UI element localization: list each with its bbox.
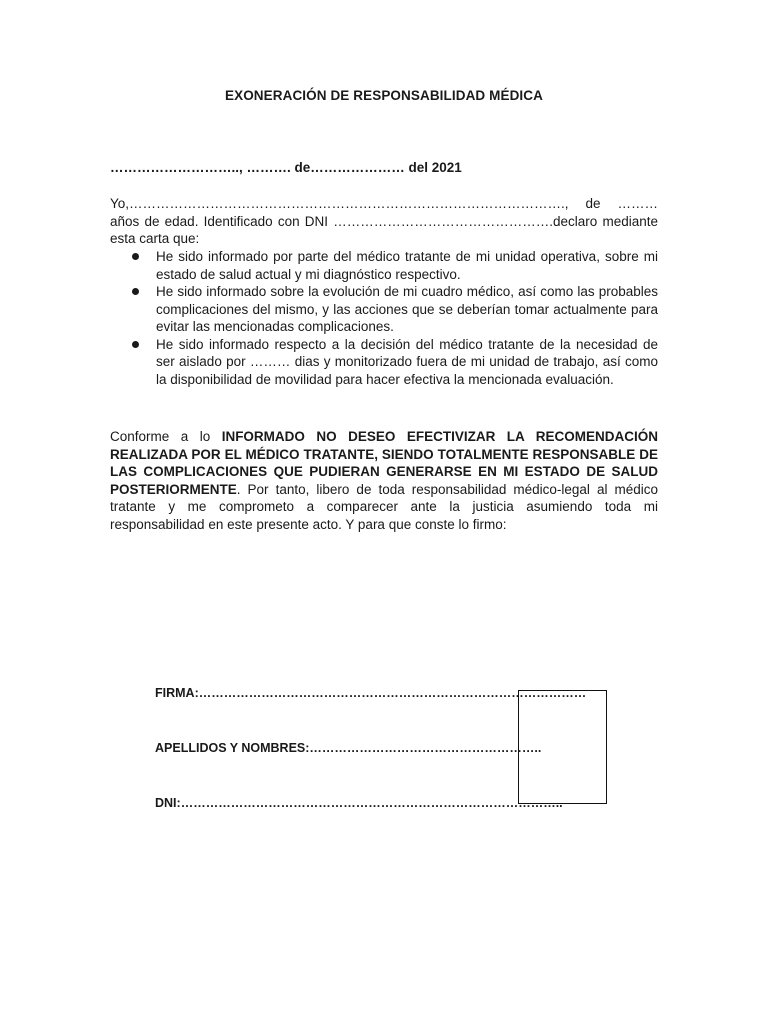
bullet-icon: [132, 341, 139, 348]
document-title: EXONERACIÓN DE RESPONSABILIDAD MÉDICA: [225, 88, 543, 103]
conclusion-suffix: . Por tanto, libero de toda responsabilidad médico-legal al médico tratante y me comprometo a comparecer ante la justicia asumiendo toda mi responsabilidad en este presente acto. Y para que conste lo firmo:: [110, 481, 658, 532]
signature-names-line: APELLIDOS Y NOMBRES:………………………………………………..: [155, 741, 542, 755]
date-line: ……………………….., ………. de………………… del 2021: [110, 160, 462, 175]
fingerprint-box: [518, 690, 607, 804]
conclusion-prefix: Conforme a lo: [110, 429, 222, 444]
signature-firma-line: FIRMA:…………………………………………………………………………………: [155, 686, 587, 700]
bullet-icon: [132, 253, 139, 260]
bullet-icon: [132, 288, 139, 295]
intro-paragraph: Yo,……………………………………………………………………………………., de ……… años de edad. Identificado con DNI ………………………………………….declaro mediante esta carta que:: [110, 196, 658, 246]
list-item: [110, 283, 658, 336]
signature-dni-line: DNI:………………………………………………………………………………..: [155, 796, 563, 810]
conclusion-bold: INFORMADO NO DESEO EFECTIVIZAR LA RECOMENDACIÓN REALIZADA POR EL MÉDICO TRATANTE, SIENDO TOTALMENTE RESPONSABLE DE LAS COMPLICACIONES QUE PUDIERAN GENERARSE EN MI ESTADO DE SALUD POSTERIORMENTE: [110, 429, 658, 497]
list-item: [110, 336, 658, 389]
conclusion-paragraph: [110, 428, 658, 533]
declaration-list: [110, 248, 658, 388]
list-item-text: He sido informado sobre la evolución de mi cuadro médico, así como las probables complicaciones del mismo, y las acciones que se deberían tomar actualmente para evitar las mencionadas complicaciones.: [156, 284, 658, 334]
list-item-text: He sido informado respecto a la decisión del médico tratante de la necesidad de ser aislado por ……… dias y monitorizado fuera de mi unidad de trabajo, así como la disponibilidad de movilidad para hacer efectiva la mencionada evaluación.: [156, 336, 658, 387]
list-item-text: He sido informado por parte del médico tratante de mi unidad operativa, sobre mi estado de salud actual y mi diagnóstico respectivo.: [156, 249, 658, 282]
list-item: [110, 248, 658, 283]
